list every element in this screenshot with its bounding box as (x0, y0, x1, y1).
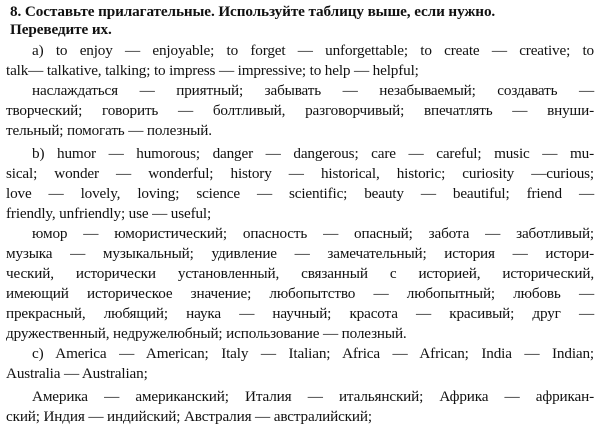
paragraph-line: юмор — юмористический; опасность — опасный; забота — заботливый; (32, 225, 594, 242)
paragraph-line: Australia — Australian; (6, 365, 148, 382)
paragraph-line: sical; wonder — wonderful; history — historical, historic; curiosity —curious; (6, 165, 594, 182)
section-c-english (6, 344, 594, 384)
paragraph-line: ский; Индия — индийский; Австралия — австралийский; (6, 408, 372, 425)
paragraph-line: имеющий историческое значение; любопытство — любопытный; любовь — (6, 285, 594, 302)
section-c-russian (6, 387, 594, 427)
paragraph-line: прекрасный, любящий; наука — научный; красота — красивый; друг — (6, 305, 594, 322)
exercise-page (6, 3, 594, 427)
exercise-heading (10, 3, 594, 39)
section-b-russian (6, 224, 594, 344)
heading-line-2: Переведите их. (10, 21, 112, 38)
paragraph-line: ческий, исторически установленный, связанный с историей, исторический, (6, 265, 594, 282)
section-b-english (6, 144, 594, 224)
paragraph-line: творческий; говорить — болтливый, разговорчивый; впечатлять — внуши- (6, 102, 594, 119)
paragraph-line: наслаждаться — приятный; забывать — незабываемый; создавать — (32, 82, 594, 99)
paragraph-line: дружественный, недружелюбный; использование — полезный. (6, 325, 407, 342)
paragraph-line: friendly, unfriendly; use — useful; (6, 205, 212, 222)
paragraph-line: b) humor — humorous; danger — dangerous; care — careful; music — mu- (32, 145, 594, 162)
paragraph-line: Америка — американский; Италия — итальянский; Африка — африкан- (32, 388, 594, 405)
paragraph-line: a) to enjoy — enjoyable; to forget — unforgettable; to create — creative; to (32, 42, 594, 59)
paragraph-line: love — lovely, loving; science — scientific; beauty — beautiful; friend — (6, 185, 594, 202)
paragraph-line: тельный; помогать — полезный. (6, 122, 212, 139)
section-a-russian (6, 81, 594, 141)
paragraph-line: talk— talkative, talking; to impress — impressive; to help — helpful; (6, 62, 419, 79)
section-a-english (6, 41, 594, 81)
paragraph-line: c) America — American; Italy — Italian; Africa — African; India — Indian; (32, 345, 594, 362)
paragraph-line: музыка — музыкальный; удивление — замечательный; история — истори- (6, 245, 594, 262)
heading-line-1: 8. Составьте прилагательные. Используйте таблицу выше, если нужно. (10, 3, 496, 20)
